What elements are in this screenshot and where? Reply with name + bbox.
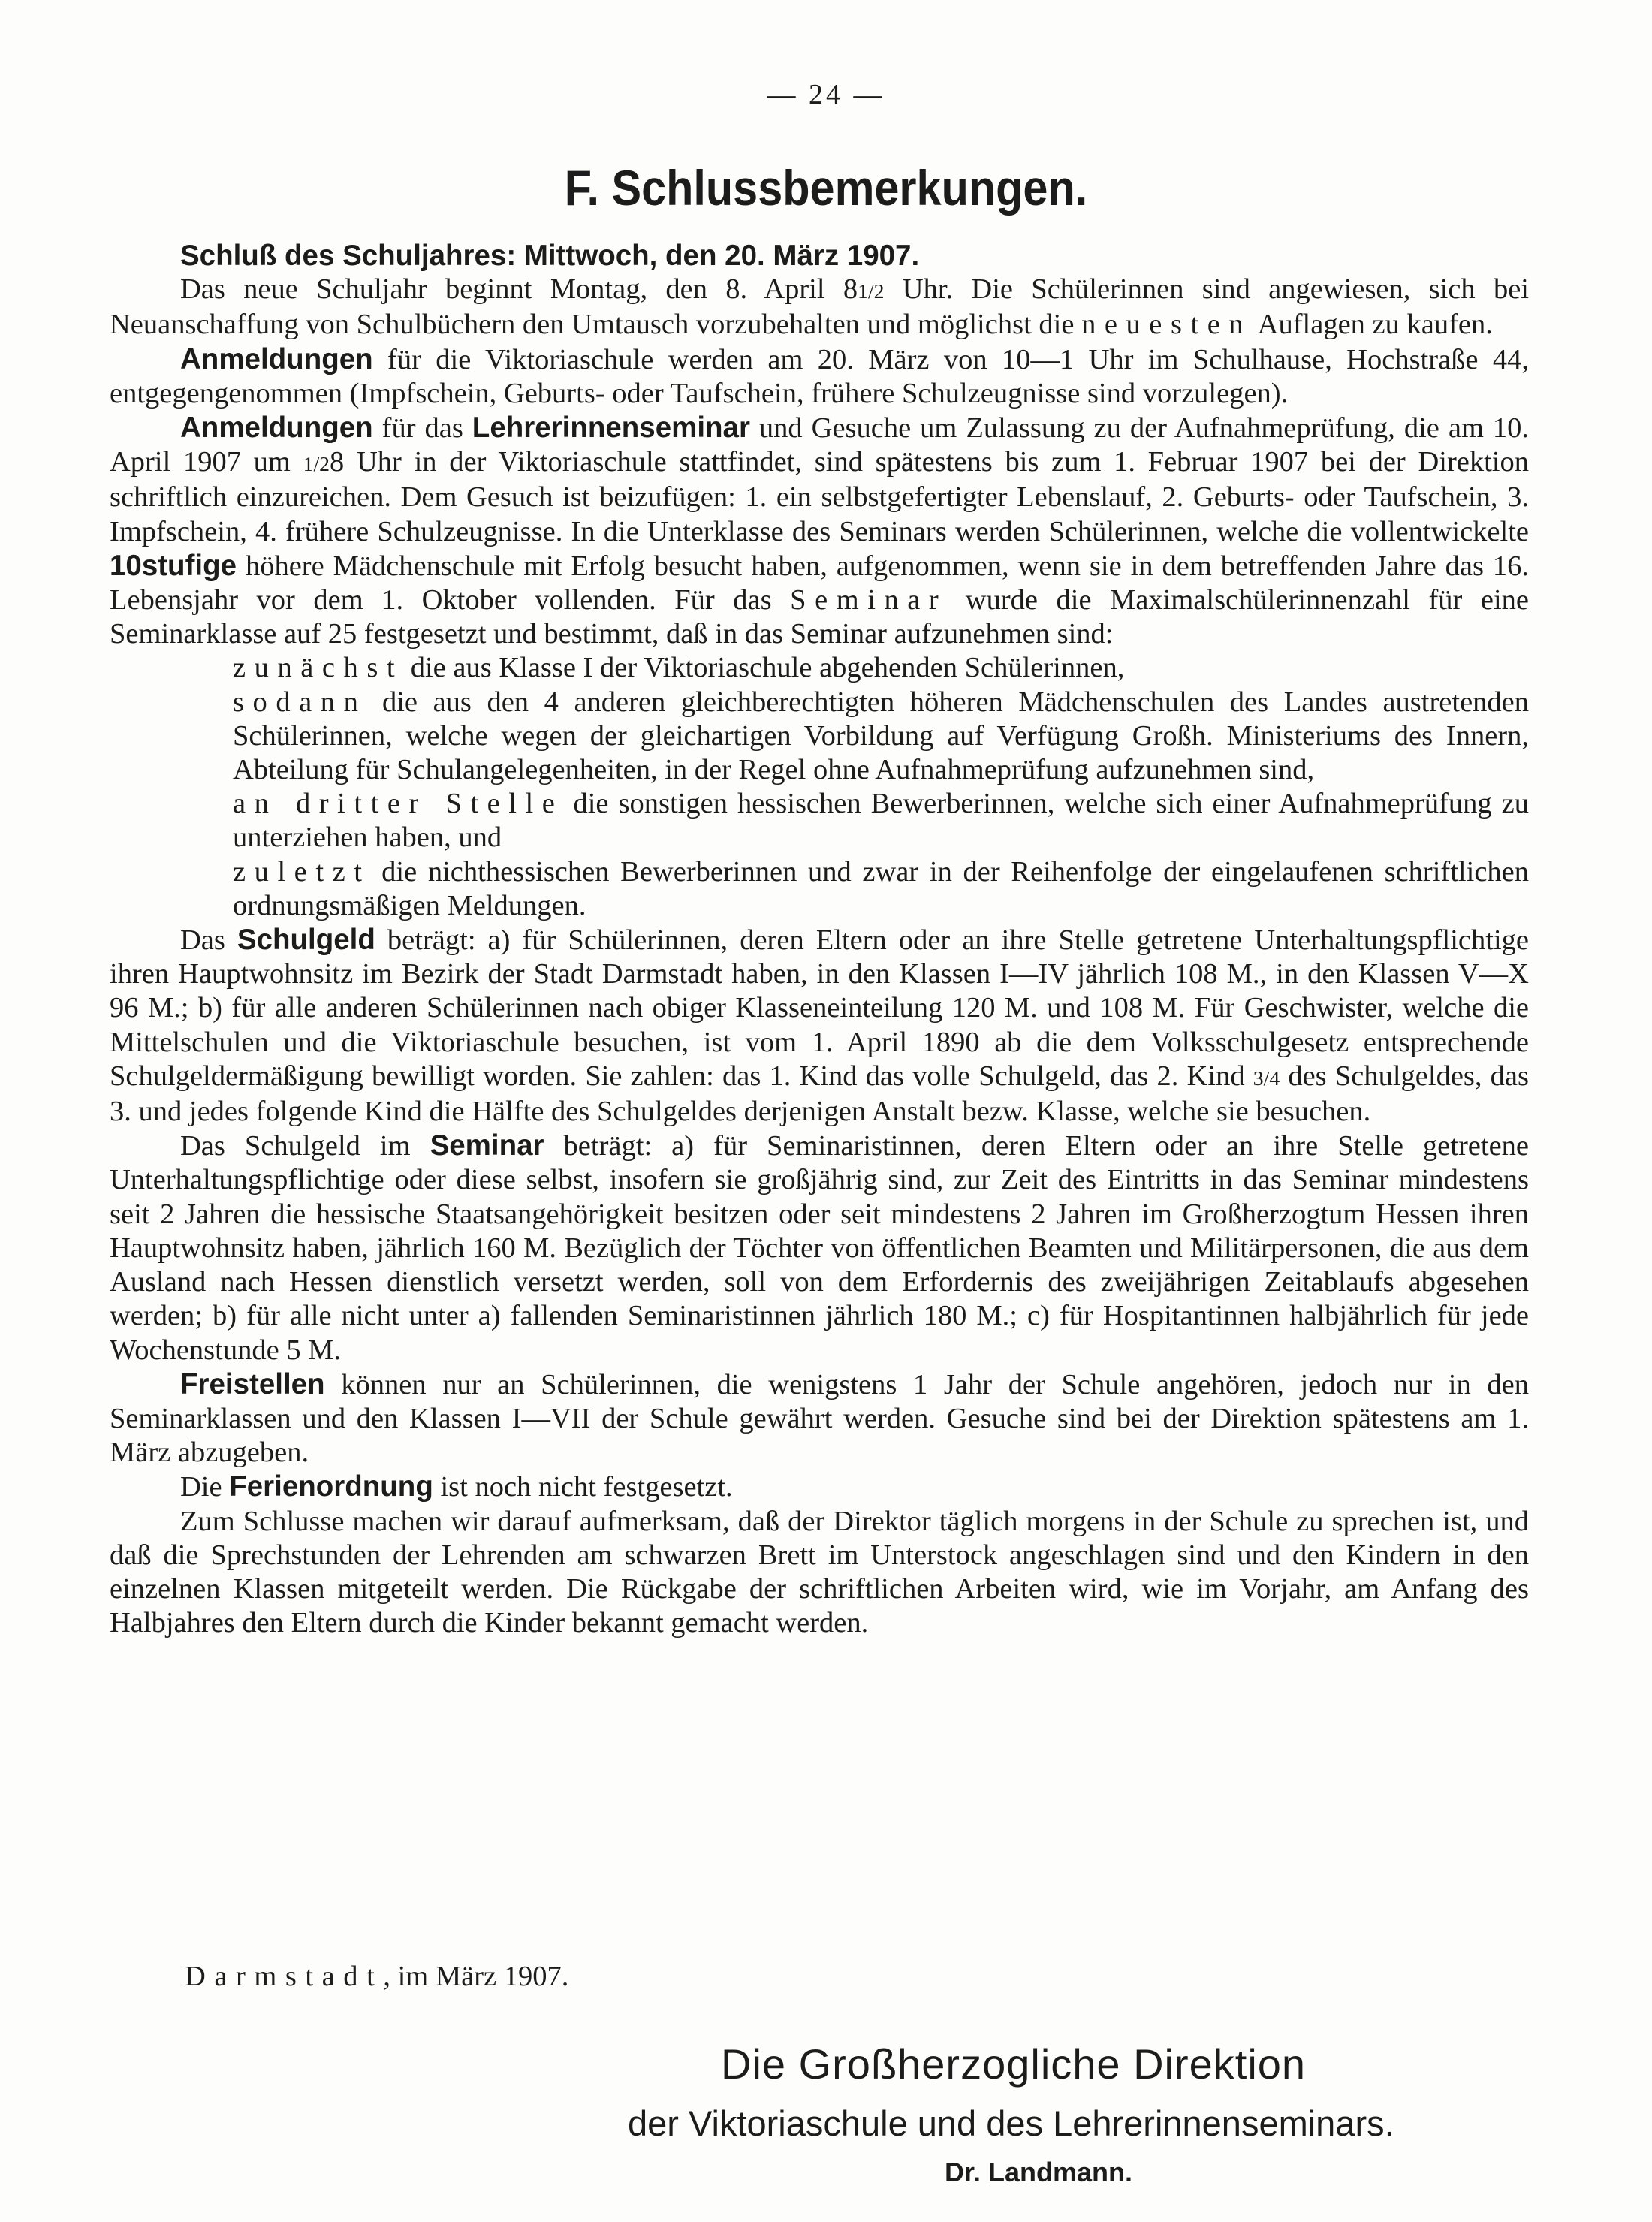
signature-institution: Die Großherzogliche Direktion	[721, 2040, 1307, 2088]
list-item: an dritter Stelle die sonstigen hessischen Bewerberinnen, welche sich einer Aufnahmeprüfung zu unterziehen haben, und	[233, 788, 1529, 854]
paragraph-schulgeld-seminar: Das Schulgeld im Seminar beträgt: a) für Seminaristinnen, deren Eltern oder an ihre Stelle getretene Unterhaltungspflichtige oder diese selbst, insofern sie großjährig sind, zur Zeit des Eintritts in das Seminar mindestens seit 2 Jahren die hessische Staatsangehörigkeit besitzen oder seit mindestens 2 Jahren im Großherzogtum Hessen ihren Hauptwohnsitz haben, jährlich 160 M. Bezüglich der Töchter von öffentlichen Beamten und Militärpersonen, die aus dem Ausland nach Hessen dienstlich versetzt werden, soll von dem Erfordernis des zweijährigen Zeitablaufs abgesehen werden; b) für alle nicht unter a) fallenden Seminaristinnen jährlich 180 M.; c) für Hospitantinnen halbjährlich für jede Wochenstunde 5 M.	[110, 1129, 1530, 1366]
body-text	[110, 239, 1529, 1640]
section-heading: F. Schlussbemerkungen.	[564, 160, 1088, 216]
list-item: zunächst die aus Klasse I der Viktoriaschule abgehenden Schülerinnen,	[233, 652, 1125, 684]
paragraph-anmeldungen-viktoriaschule: Anmeldungen für die Viktoriaschule werden am 20. März von 10—1 Uhr im Schulhause, Hochstraße 44, entgegengenommen (Impfschein, Geburts- oder Taufschein, frühere Schulzeugnisse sind vorzulegen).	[110, 342, 1529, 409]
paragraph-schulgeld: Das Schulgeld beträgt: a) für Schülerinnen, deren Eltern oder an ihre Stelle getretene Unterhaltungspflichtige ihren Hauptwohnsitz im Bezirk der Stadt Darmstadt haben, in den Klassen I—IV jährlich 108 M., in den Klassen V—X 96 M.; b) für alle anderen Schülerinnen nach obiger Klasseneinteilung 120 M. und 108 M. Für Geschwister, welche die Mittelschulen und die Viktoriaschule besuchen, ist vom 1. April 1890 ab die dem Volksschulgesetz entsprechende Schulgeldermäßigung bewilligt worden. Sie zahlen: das 1. Kind das volle Schulgeld, das 2. Kind 3/4 des Schulgeldes, das 3. und jedes folgende Kind die Hälfte des Schulgeldes derjenigen Anstalt bezw. Klasse, welche sie besuchen.	[110, 924, 1530, 1128]
signature-subtitle: der Viktoriaschule und des Lehrerinnenseminars.	[628, 2103, 1394, 2143]
signature-name: Dr. Landmann.	[945, 2157, 1133, 2187]
place-date: Darmstadt, im März 1907.	[185, 1961, 569, 1992]
list-item: sodann die aus den 4 anderen gleichberechtigten höheren Mädchenschulen des Landes austretenden Schülerinnen, welche wegen der gleichartigen Vorbildung auf Verfügung Großh. Ministeriums des Innern, Abteilung für Schulangelegenheiten, in der Regel ohne Aufnahmeprüfung aufzunehmen sind,	[233, 686, 1529, 786]
page-number: — 24 —	[767, 79, 885, 110]
paragraph-ferienordnung: Die Ferienordnung ist noch nicht festgesetzt.	[180, 1470, 733, 1503]
paragraph-schluss: Schluß des Schuljahres: Mittwoch, den 20. März 1907.	[180, 240, 920, 272]
paragraph-freistellen: Freistellen können nur an Schülerinnen, die wenigstens 1 Jahr der Schule angehören, jedoch nur in den Seminarklassen und den Klassen I—VII der Schule gewährt werden. Gesuche sind bei der Direktion spätestens am 1. März abzugeben.	[110, 1367, 1529, 1469]
paragraph-schuljahr: Das neue Schuljahr beginnt Montag, den 8. April 81/2 Uhr. Die Schülerinnen sind angewiesen, sich bei Neuanschaffung von Schulbüchern den Umtausch vorzubehalten und möglichst die neuesten Auflagen zu kaufen.	[110, 273, 1529, 341]
list-item: zuletzt die nichthessischen Bewerberinnen und zwar in der Reihenfolge der eingelaufenen schriftlichen ordnungsmäßigen Meldungen.	[233, 855, 1529, 921]
paragraph-anmeldungen-seminar: Anmeldungen für das Lehrerinnenseminar und Gesuche um Zulassung zu der Aufnahmeprüfung, die am 10. April 1907 um 1/28 Uhr in der Viktoriaschule stattfindet, sind spätestens bis zum 1. Februar 1907 bei der Direktion schriftlich einzureichen. Dem Gesuch ist beizufügen: 1. ein selbstgefertigter Lebenslauf, 2. Geburts- oder Taufschein, 3. Impfschein, 4. frühere Schulzeugnisse. In die Unterklasse des Seminars werden Schülerinnen, welche die vollentwickelte 10stufige höhere Mädchenschule mit Erfolg besucht haben, aufgenommen, wenn sie in dem betreffenden Jahre das 16. Lebensjahr vor dem 1. Oktober vollenden. Für das Seminar wurde die Maximalschülerinnenzahl für eine Seminarklasse auf 25 festgesetzt und bestimmt, daß in das Seminar aufzunehmen sind:	[110, 412, 1530, 650]
paragraph-schlusshinweis: Zum Schlusse machen wir darauf aufmerksam, daß der Direktor täglich morgens in der Schule zu sprechen ist, und daß die Sprechstunden der Lehrenden am schwarzen Brett im Unterstock angeschlagen sind und den Kindern in den einzelnen Klassen mitgeteilt werden. Die Rückgabe der schriftlichen Arbeiten wird, wie im Vorjahr, am Anfang des Halbjahres den Eltern durch die Kinder bekannt gemacht werden.	[110, 1505, 1529, 1639]
